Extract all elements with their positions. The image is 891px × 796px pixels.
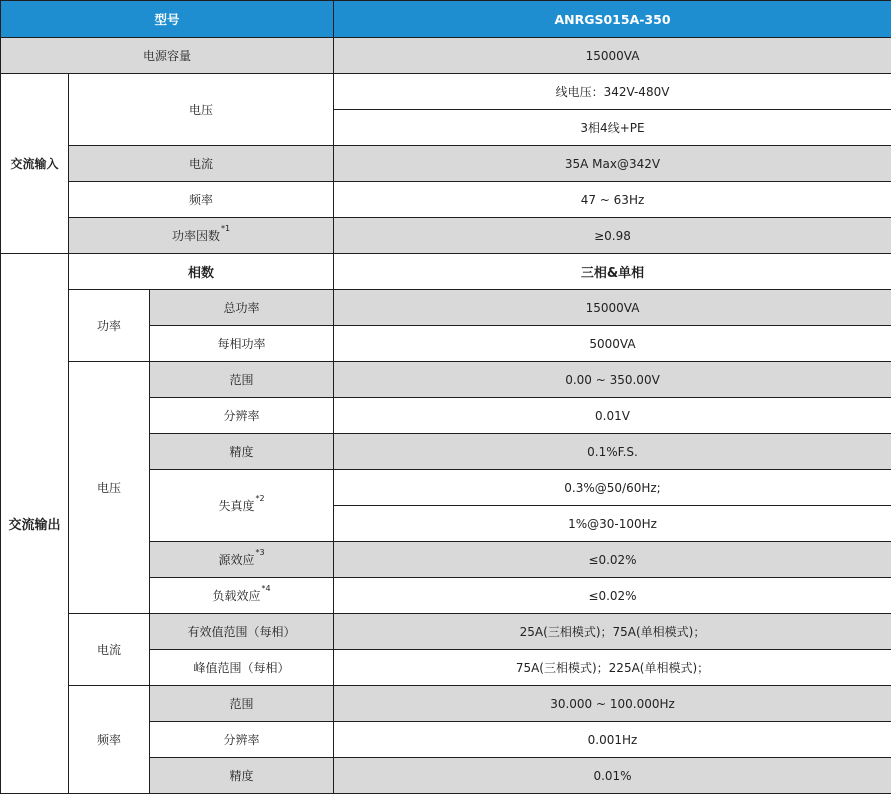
- ac-output-frequency-resolution-label: 分辨率: [150, 722, 334, 758]
- ac-input-voltage-row-1: [1, 74, 891, 110]
- ac-output-source-effect-label: 源效应: [218, 553, 255, 567]
- ac-input-frequency-value: 47 ~ 63Hz: [334, 182, 891, 218]
- ac-input-current-label: 电流: [69, 146, 334, 182]
- ac-input-pf-row: [1, 218, 891, 254]
- ac-output-power-label: 功率: [69, 290, 150, 362]
- ac-input-voltage-label: 电压: [69, 74, 334, 146]
- ac-input-title: 交流输入: [1, 74, 69, 254]
- ac-input-voltage-line-value: 线电压：342V-480V: [334, 74, 891, 110]
- ac-output-frequency-label: 频率: [69, 686, 150, 794]
- ac-input-current-value: 35A Max@342V: [334, 146, 891, 182]
- capacity-row: [1, 38, 891, 74]
- ac-input-pf-label-cell: [69, 218, 334, 254]
- ac-output-load-effect-value: ≤0.02%: [334, 578, 891, 614]
- ac-output-per-phase-power-value: 5000VA: [334, 326, 891, 362]
- ac-output-frequency-accuracy-label: 精度: [150, 758, 334, 794]
- ac-output-distortion-value-2: 1%@30-100Hz: [334, 506, 891, 542]
- ac-output-voltage-label: 电压: [69, 362, 150, 614]
- ac-output-rms-range-label: 有效值范围（每相）: [150, 614, 334, 650]
- ac-output-title: 交流输出: [1, 254, 69, 794]
- ac-output-total-power-value: 15000VA: [334, 290, 891, 326]
- ac-output-distortion-label: 失真度: [218, 499, 255, 513]
- ac-output-voltage-accuracy-value: 0.1%F.S.: [334, 434, 891, 470]
- ac-output-frequency-range-value: 30.000 ~ 100.000Hz: [334, 686, 891, 722]
- footnote-1: *1: [220, 224, 231, 233]
- ac-output-peak-range-label: 峰值范围（每相）: [150, 650, 334, 686]
- ac-output-frequency-accuracy-value: 0.01%: [334, 758, 891, 794]
- footnote-2: *2: [255, 494, 265, 503]
- ac-output-voltage-accuracy-label: 精度: [150, 434, 334, 470]
- ac-output-frequency-range-label: 范围: [150, 686, 334, 722]
- model-value: ANRGS015A-350: [334, 1, 891, 38]
- ac-output-total-power-row: [1, 290, 891, 326]
- ac-output-voltage-resolution-value: 0.01V: [334, 398, 891, 434]
- ac-output-phase-value: 三相&单相: [334, 254, 891, 290]
- footnote-4: *4: [261, 584, 271, 593]
- ac-input-wiring-value: 3相4线+PE: [334, 110, 891, 146]
- ac-input-current-row: [1, 146, 891, 182]
- ac-output-frequency-resolution-value: 0.001Hz: [334, 722, 891, 758]
- ac-output-rms-range-value: 25A(三相模式)；75A(单相模式)；: [334, 614, 891, 650]
- ac-output-phase-label: 相数: [69, 254, 334, 290]
- capacity-label: 电源容量: [1, 38, 334, 74]
- ac-input-frequency-label: 频率: [69, 182, 334, 218]
- ac-output-load-effect-label-cell: [150, 578, 334, 614]
- ac-input-pf-label: 功率因数: [171, 229, 220, 243]
- ac-output-source-effect-label-cell: [150, 542, 334, 578]
- ac-output-current-label: 电流: [69, 614, 150, 686]
- ac-output-peak-range-value: 75A(三相模式)；225A(单相模式)；: [334, 650, 891, 686]
- model-label: 型号: [1, 1, 334, 38]
- ac-output-total-power-label: 总功率: [150, 290, 334, 326]
- ac-input-pf-value: ≥0.98: [334, 218, 891, 254]
- ac-output-frequency-range-row: [1, 686, 891, 722]
- ac-input-frequency-row: [1, 182, 891, 218]
- ac-output-source-effect-value: ≤0.02%: [334, 542, 891, 578]
- header-row: [1, 1, 891, 38]
- ac-output-voltage-range-label: 范围: [150, 362, 334, 398]
- ac-output-load-effect-label: 负载效应: [212, 589, 261, 603]
- ac-output-voltage-resolution-label: 分辨率: [150, 398, 334, 434]
- ac-output-distortion-label-cell: [150, 470, 334, 542]
- footnote-3: *3: [255, 548, 265, 557]
- ac-output-rms-current-row: [1, 614, 891, 650]
- ac-output-voltage-range-value: 0.00 ~ 350.00V: [334, 362, 891, 398]
- ac-output-phase-row: [1, 254, 891, 290]
- capacity-value: 15000VA: [334, 38, 891, 74]
- ac-output-voltage-range-row: [1, 362, 891, 398]
- ac-output-distortion-value-1: 0.3%@50/60Hz;: [334, 470, 891, 506]
- ac-output-per-phase-power-label: 每相功率: [150, 326, 334, 362]
